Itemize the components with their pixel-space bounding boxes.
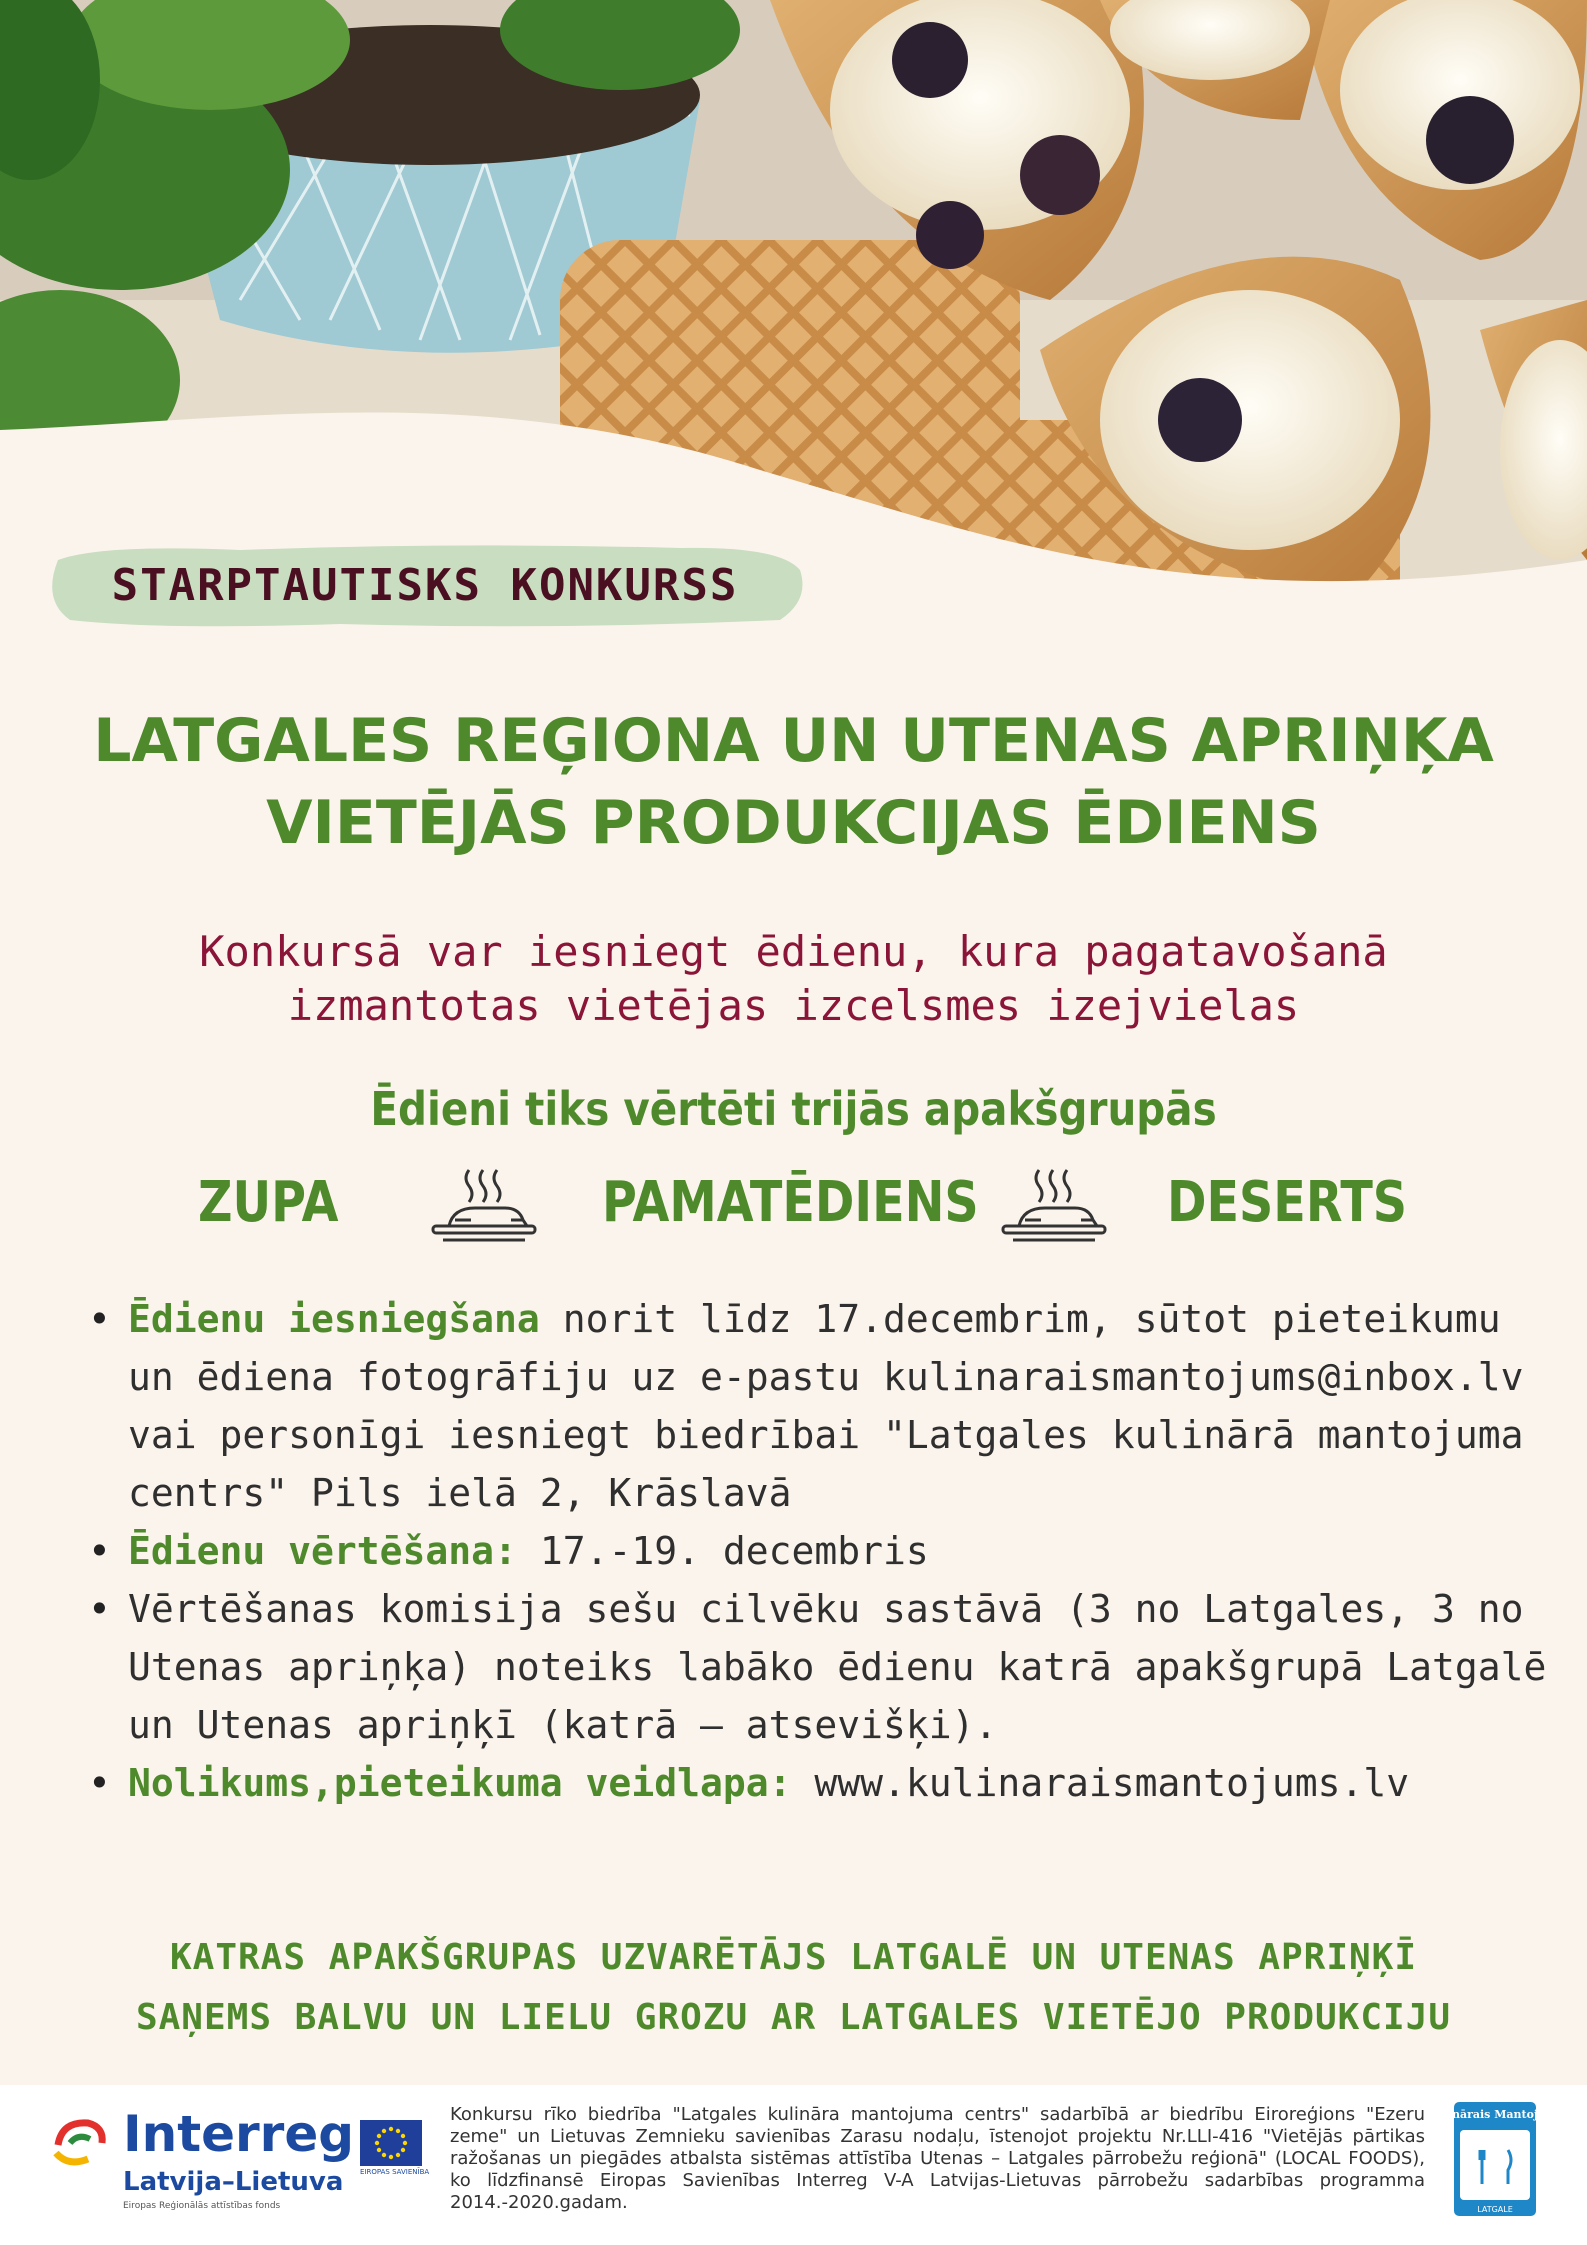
eu-caption: EIROPAS SAVIENĪBA [360, 2168, 430, 2176]
food-tray-icon [425, 1162, 543, 1252]
bullet-text: 17.-19. decembris [516, 1529, 929, 1573]
list-item [88, 1290, 1548, 1522]
eu-flag-icon [360, 2120, 422, 2166]
interreg-fund: Eiropas Reģionālās attīstības fonds [123, 2201, 281, 2211]
interreg-programme: Latvija–Lietuva [123, 2167, 344, 2197]
page-title [0, 700, 1587, 864]
bullet-text: Vērtēšanas komisija sešu cilvēku sastāvā (3 no Latgales, 3 no Utenas apriņķa) noteiks labāko ēdienu katrā apakšgrupā Latgalē un Utenas apriņķī (katrā – atsevišķi). [128, 1587, 1547, 1747]
km-logo-title: Kulinārais Mantojums [1426, 2108, 1564, 2121]
category-main-course: PAMATĒDIENS [602, 1170, 979, 1235]
kulinarais-mantojums-logo [1426, 2100, 1564, 2218]
title-line-1: LATGALES REĢIONA UN UTENAS APRIŅĶA [93, 706, 1494, 776]
category-dessert: DESERTS [1167, 1170, 1408, 1235]
bullet-text: norit līdz 17.decembrim, sūtot pieteikumu un ēdiena fotogrāfiju uz e-pastu kulinaraismantojums@inbox.lv vai personīgi iesniegt biedrībai "Latgales kulinārā mantojuma centrs" Pils ielā 2, Krāslavā [128, 1297, 1524, 1515]
list-item [88, 1580, 1548, 1754]
bullet-label: Ēdienu vērtēšana: [128, 1529, 517, 1573]
prize-line-1: KATRAS APAKŠGRUPAS UZVARĒTĀJS LATGALĒ UN UTENAS APRIŅĶĪ [169, 1937, 1418, 1978]
title-line-2: VIETĒJĀS PRODUKCIJAS ĒDIENS [266, 788, 1321, 858]
contest-badge [40, 540, 810, 630]
organizer-note: Konkursu rīko biedrība "Latgales kulināra mantojuma centrs" sadarbībā ar biedrību Eiroreģions "Ezeru zeme" un Lietuvas Zemnieku savienības Zarasu nodaļu, īstenojot projektu Nr.LLI-416 "Vietējās pārtikas ražošanas un piegādes atbalsta sistēmas attīstība Utenas – Latgales pārrobežu reģionā" (LOCAL FOODS), ko līdzfinansē Eiropas Savienības Interreg V-A Latvijas-Lietuvas pārrobežu sadarbības programma 2014.-2020.gadam. [450, 2104, 1425, 2213]
details-list [88, 1290, 1548, 1812]
bullet-label: Nolikums,pieteikuma veidlapa: [128, 1761, 792, 1805]
interreg-wordmark: Interreg [123, 2105, 355, 2163]
prize-announcement [0, 1928, 1587, 2048]
intro-text [0, 925, 1587, 1033]
category-soup: ZUPA [198, 1170, 339, 1235]
food-tray-icon [995, 1162, 1113, 1252]
interreg-swirl-icon [48, 2113, 110, 2175]
badge-label: STARPTAUTISKS KONKURSS [111, 559, 739, 611]
km-logo-region: LATGALE [1477, 2205, 1513, 2214]
intro-line-1: Konkursā var iesniegt ēdienu, kura pagatavošanā [199, 927, 1388, 976]
list-item [88, 1522, 1548, 1580]
list-item [88, 1754, 1548, 1812]
categories-heading: Ēdieni tiks vērtēti trijās apakšgrupās [370, 1082, 1217, 1136]
intro-line-2: izmantotas vietējas izcelsmes izejvielas [287, 981, 1300, 1030]
prize-line-2: SAŅEMS BALVU UN LIELU GROZU AR LATGALES VIETĒJO PRODUKCIJU [135, 1997, 1452, 2038]
bullet-text: www.kulinaraismantojums.lv [791, 1761, 1410, 1805]
bullet-label: Ēdienu iesniegšana [128, 1297, 540, 1341]
